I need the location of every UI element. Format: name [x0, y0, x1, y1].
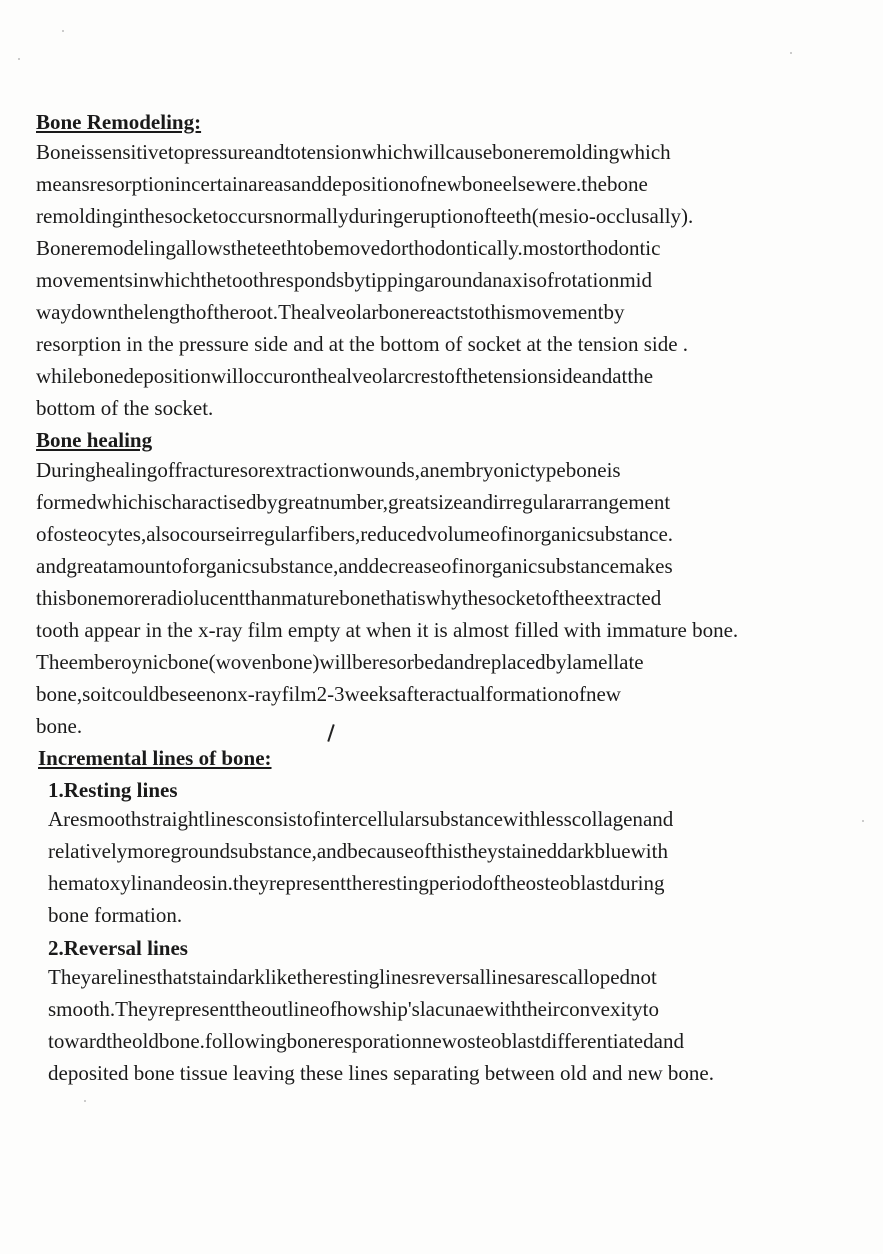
subheading-reversal-lines: 2.Reversal lines — [48, 936, 188, 960]
text-line: tooth appear in the x-ray film empty at when it is almost filled with immature bone. — [36, 618, 739, 642]
subheading-resting-lines: 1.Resting lines — [48, 778, 178, 802]
heading-bone-remodeling: Bone Remodeling: — [36, 110, 202, 134]
text-line: Boneissensitivetopressureandtotensionwhichwillcauseboneremoldingwhich — [36, 140, 671, 164]
text-line: deposited bone tissue leaving these lines separating between old and new bone. — [48, 1061, 714, 1085]
scan-speck — [790, 52, 792, 54]
paragraph-bone-healing — [36, 454, 844, 742]
text-line: bottom of the socket. — [36, 396, 214, 420]
text-line: bone formation. — [48, 903, 183, 927]
heading-incremental-lines: Incremental lines of bone: — [38, 746, 272, 770]
text-line: Theemberoynicbone(wovenbone)willberesorbedandreplacedbylamellate — [36, 650, 644, 674]
scan-speck — [84, 1100, 86, 1102]
scan-speck — [62, 30, 64, 32]
text-line: formedwhichischaractisedbygreatnumber,greatsizeandirregulararrangement — [36, 490, 671, 514]
text-line: Aresmoothstraightlinesconsistofintercellularsubstancewithlesscollagenand — [48, 807, 674, 831]
text-line: thisbonemoreradiolucentthanmaturebonethatiswhythesocketoftheextracted — [36, 586, 662, 610]
text-line: Duringhealingoffracturesorextractionwounds,anembryonictypeboneis — [36, 458, 621, 482]
text-line: bone,soitcouldbeseenonx-rayfilm2-3weeksafteractualformationofnew — [36, 682, 621, 706]
text-line: Boneremodelingallowstheteethtobemovedorthodontically.mostorthodontic — [36, 236, 661, 260]
text-line: resorption in the pressure side and at the bottom of socket at the tension side . — [36, 332, 689, 356]
text-line: waydownthelengthoftheroot.Thealveolarbonereactstothismovementby — [36, 300, 625, 324]
paragraph-resting-lines — [48, 803, 846, 931]
text-line: towardtheoldbone.followingboneresporationnewosteoblastdifferentiatedand — [48, 1029, 684, 1053]
heading-bone-healing: Bone healing — [36, 428, 153, 452]
text-line: bone. — [36, 714, 83, 738]
text-line: remoldinginthesocketoccursnormallyduringeruptionofteeth(mesio-occlusally). — [36, 204, 694, 228]
paragraph-reversal-lines — [48, 961, 846, 1089]
text-line: relativelymoregroundsubstance,andbecauseofthistheystaineddarkbluewith — [48, 839, 668, 863]
text-line: smooth.Theyrepresenttheoutlineofhowship'slacunaewiththeirconvexityto — [48, 997, 659, 1021]
paragraph-bone-remodeling — [36, 136, 844, 424]
text-line: ofosteocytes,alsocourseirregularfibers,reducedvolumeofinorganicsubstance. — [36, 522, 674, 546]
scan-speck — [862, 820, 864, 822]
scan-speck — [18, 58, 20, 60]
text-line: whilebonedepositionwilloccuronthealveolarcrestofthetensionsideandatthe — [36, 364, 654, 388]
text-line: meansresorptionincertainareasanddepositionofnewboneelsewere.thebone — [36, 172, 648, 196]
text-line: Theyarelinesthatstaindarkliketherestinglinesreversallinesarescallopednot — [48, 965, 657, 989]
text-line: andgreatamountoforganicsubstance,anddecreaseofinorganicsubstancemakes — [36, 554, 673, 578]
text-line: movementsinwhichthetoothrespondsbytippingaroundanaxisofrotationmid — [36, 268, 652, 292]
text-line: hematoxylinandeosin.theyrepresenttherestingperiodoftheosteoblastduring — [48, 871, 665, 895]
